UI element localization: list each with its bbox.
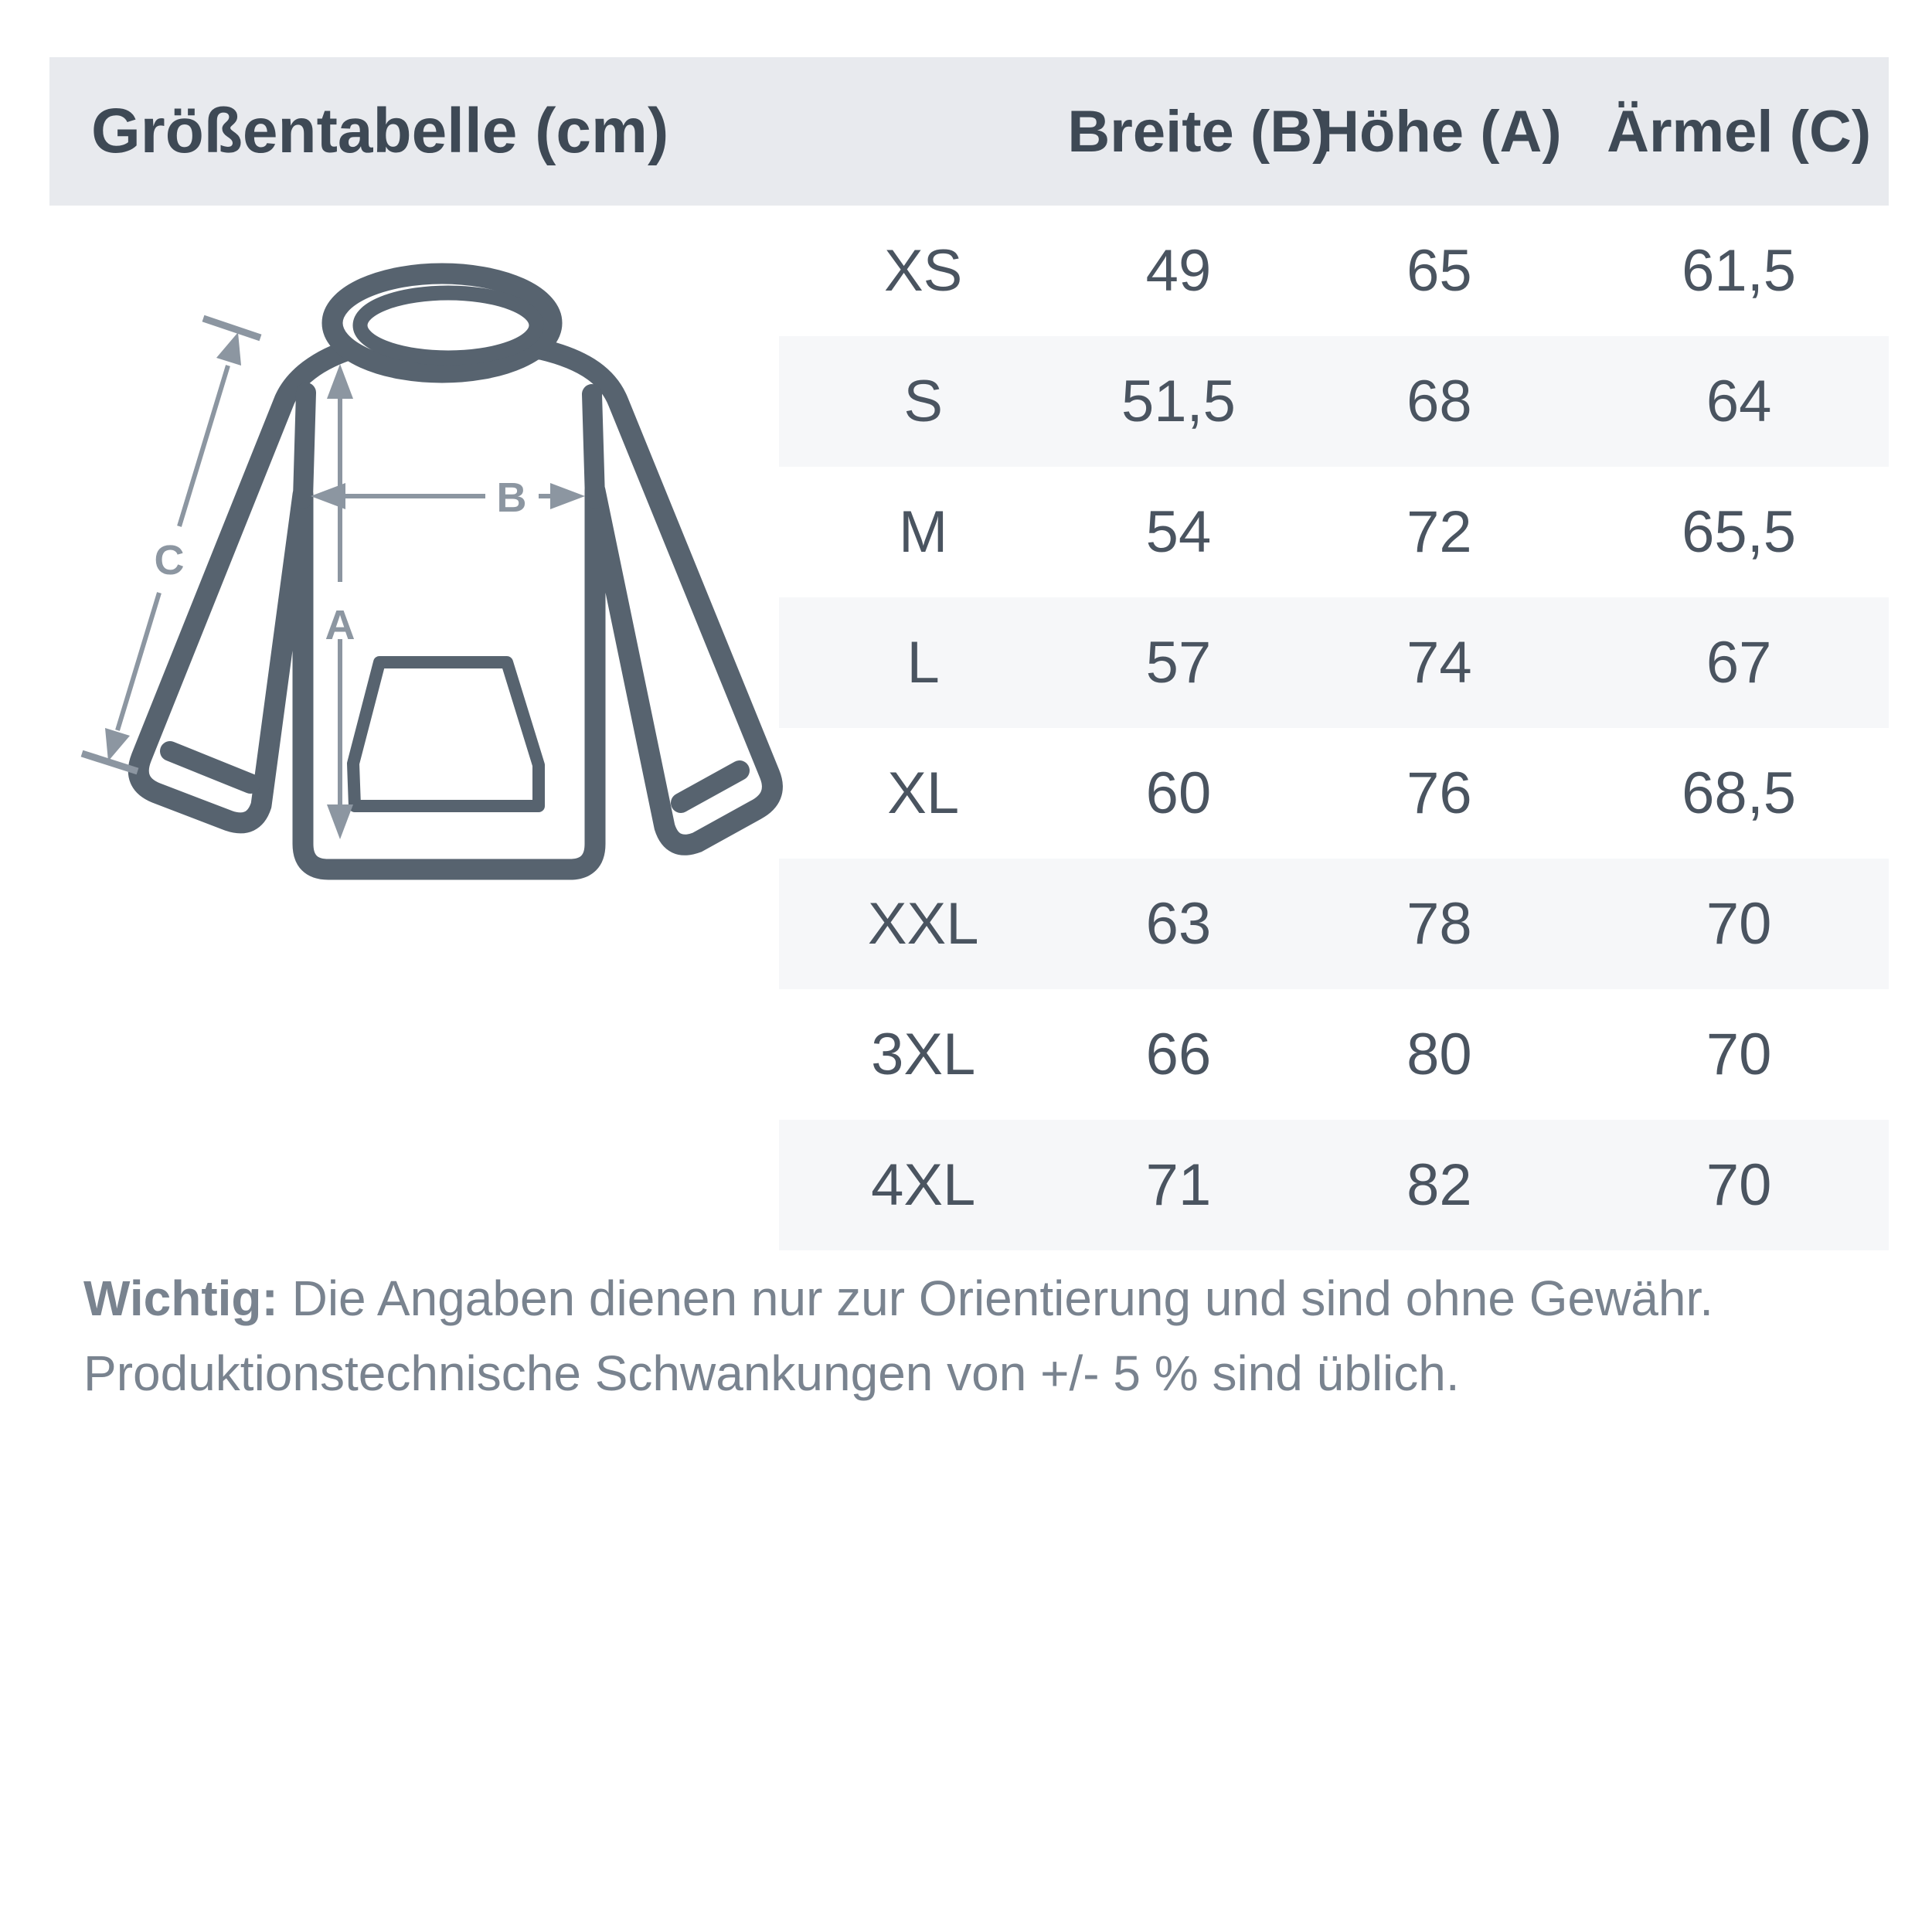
column-header-breite: Breite (B) [1067, 98, 1332, 165]
value-cell: 61,5 [1682, 238, 1797, 304]
value-cell: 66 [1145, 1022, 1212, 1087]
disclaimer-important-label: Wichtig: [83, 1270, 278, 1326]
size-cell: XXL [867, 891, 979, 957]
size-cell: XL [887, 760, 960, 826]
column-header-hoehe: Höhe (A) [1317, 98, 1562, 165]
table-row [779, 728, 1889, 859]
size-cell: 3XL [871, 1022, 976, 1087]
value-cell: 65 [1406, 238, 1472, 304]
value-cell: 49 [1145, 238, 1212, 304]
value-cell: 70 [1706, 1022, 1772, 1087]
table-row [779, 989, 1889, 1120]
table-row [779, 206, 1889, 336]
value-cell: 64 [1706, 369, 1772, 434]
value-cell: 51,5 [1121, 369, 1236, 434]
disclaimer-text [83, 1261, 1889, 1412]
size-cell: L [906, 630, 940, 696]
pocket-outline [353, 662, 539, 806]
value-cell: 63 [1145, 891, 1212, 957]
table-row [779, 1120, 1889, 1250]
value-cell: 68 [1406, 369, 1472, 434]
value-cell: 67 [1706, 630, 1772, 696]
size-cell: 4XL [871, 1152, 976, 1218]
table-row [779, 336, 1889, 467]
size-cell: S [903, 369, 944, 434]
value-cell: 72 [1406, 499, 1472, 565]
size-cell: M [899, 499, 948, 565]
table-row [779, 597, 1889, 728]
hood-icon [332, 274, 552, 372]
value-cell: 80 [1406, 1022, 1472, 1087]
value-cell: 54 [1145, 499, 1212, 565]
value-cell: 82 [1406, 1152, 1472, 1218]
value-cell: 78 [1406, 891, 1472, 957]
table-row [779, 859, 1889, 989]
value-cell: 65,5 [1682, 499, 1797, 565]
size-table-body [779, 206, 1889, 1250]
label-c: C [154, 537, 185, 583]
column-header-row [779, 57, 1889, 206]
value-cell: 76 [1406, 760, 1472, 826]
label-b: B [496, 474, 527, 521]
disclaimer-line1: Die Angaben dienen nur zur Orientierung und sind ohne Gewähr. [277, 1270, 1714, 1326]
column-header-aermel: Ärmel (C) [1607, 98, 1872, 165]
value-cell: 70 [1706, 891, 1772, 957]
value-cell: 68,5 [1682, 760, 1797, 826]
value-cell: 57 [1145, 630, 1212, 696]
disclaimer-line2: Produktionstechnische Schwankungen von +/- 5 % sind üblich. [83, 1345, 1460, 1402]
value-cell: 70 [1706, 1152, 1772, 1218]
value-cell: 74 [1406, 630, 1472, 696]
page-title: Größentabelle (cm) [91, 96, 669, 166]
table-row [779, 467, 1889, 597]
size-cell: XS [883, 238, 963, 304]
value-cell: 71 [1145, 1152, 1212, 1218]
hoodie-diagram-icon [62, 216, 804, 912]
value-cell: 60 [1145, 760, 1212, 826]
label-a: A [325, 602, 355, 648]
table-header [49, 57, 1889, 206]
